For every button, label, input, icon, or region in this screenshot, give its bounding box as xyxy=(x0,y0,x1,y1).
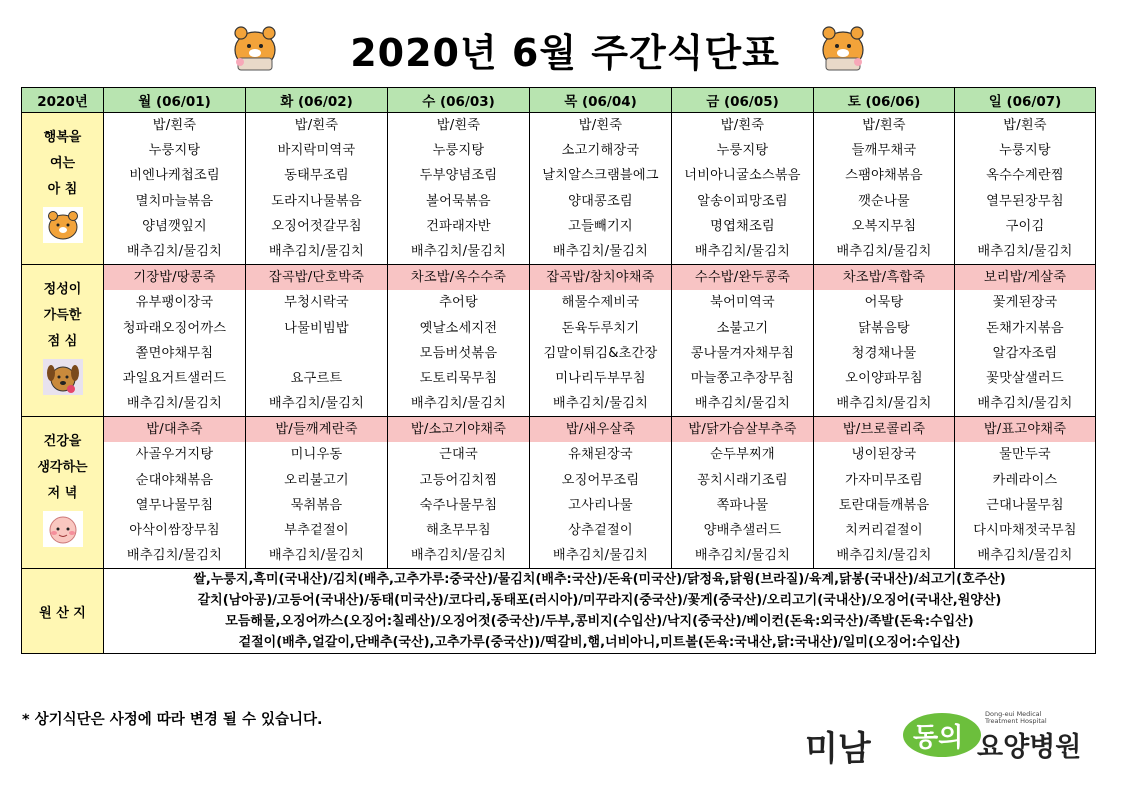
menu-item: 차조밥/옥수수죽 xyxy=(388,265,529,290)
menu-item: 밥/흰죽 xyxy=(578,118,623,133)
meal-label-line: 아 침 xyxy=(47,181,78,197)
menu-item: 비엔나케첩조림 xyxy=(129,168,220,184)
menu-item: 숙주나물무침 xyxy=(419,497,498,513)
dinner-day-cell xyxy=(955,417,1096,569)
menu-item: 옥수수계란찜 xyxy=(986,168,1064,184)
menu-item: 닭볶음탕 xyxy=(858,320,910,336)
breakfast-day-cell xyxy=(530,113,672,265)
change-notice: * 상기식단은 사정에 따라 변경 될 수 있습니다. xyxy=(22,712,323,728)
menu-item: 순두부찌개 xyxy=(710,447,775,463)
menu-item: 고사리나물 xyxy=(568,497,633,513)
menu-item: 냉이된장국 xyxy=(851,447,917,463)
menu-item: 구이김 xyxy=(1005,218,1045,234)
menu-item: 알송이피망조림 xyxy=(697,193,788,209)
day-header: 금 (06/05) xyxy=(672,88,814,113)
menu-item: 콩나물겨자채무침 xyxy=(690,345,795,361)
breakfast-day-cell xyxy=(814,113,955,265)
menu-item: 밥/닭가슴살부추죽 xyxy=(672,417,813,442)
day-header: 월 (06/01) xyxy=(104,88,246,113)
menu-item: 청경채나물 xyxy=(851,345,917,361)
lunch-day-cell xyxy=(246,265,388,417)
menu-item: 가자미무조림 xyxy=(845,472,923,488)
breakfast-section xyxy=(22,113,1096,265)
menu-item: 아삭이쌈장무침 xyxy=(129,523,220,538)
lunch-day-cell xyxy=(814,265,955,417)
menu-item: 묵취볶음 xyxy=(290,497,343,513)
bear-mascot-icon xyxy=(818,20,868,72)
breakfast-day-cell xyxy=(955,113,1096,265)
menu-item: 어묵탕 xyxy=(864,295,904,311)
menu-item: 양대콩조림 xyxy=(568,193,633,209)
dinner-day-cell xyxy=(672,417,814,569)
logo-text: 요양병원 xyxy=(977,732,1082,763)
menu-item: 나물비빔밥 xyxy=(284,320,349,336)
menu-item: 알감자조림 xyxy=(992,345,1058,361)
lunch-day-cell xyxy=(104,265,246,417)
menu-item: 누룽지탕 xyxy=(716,143,769,159)
menu-item: 밥/들깨계란죽 xyxy=(246,417,387,442)
menu-item: 쫄면야채무침 xyxy=(135,345,214,361)
menu-item: 배추김치/물김치 xyxy=(977,396,1073,412)
menu-item: 양배추샐러드 xyxy=(703,523,782,538)
dinner-day-cell xyxy=(388,417,530,569)
breakfast-day-cell xyxy=(104,113,246,265)
menu-item: 누룽지탕 xyxy=(432,143,485,159)
header-row xyxy=(22,88,1096,113)
menu-item: 오복지무침 xyxy=(851,218,917,234)
menu-item: 누룽지탕 xyxy=(148,143,201,159)
menu-item: 깻순나물 xyxy=(858,193,910,209)
menu-item: 잡곡밥/단호박죽 xyxy=(246,265,387,290)
meal-label-line: 저 녁 xyxy=(47,485,78,501)
meal-label-line: 정성이 xyxy=(43,281,82,297)
day-header: 수 (06/03) xyxy=(388,88,530,113)
day-header: 화 (06/02) xyxy=(246,88,388,113)
dinner-day-cell xyxy=(104,417,246,569)
menu-item: 밥/흰죽 xyxy=(436,118,481,133)
menu-item: 순대야채볶음 xyxy=(135,472,214,488)
menu-item: 꽁치시래기조림 xyxy=(697,472,788,488)
dinner-day-cell xyxy=(530,417,672,569)
menu-item: 꽃게된장국 xyxy=(992,295,1058,311)
menu-item: 돈육두루치기 xyxy=(561,320,640,336)
menu-item: 건파래자반 xyxy=(426,218,491,234)
menu-item: 배추김치/물김치 xyxy=(126,396,223,412)
menu-item: 배추김치/물김치 xyxy=(836,243,932,259)
menu-item: 배추김치/물김치 xyxy=(977,548,1073,564)
menu-item: 배추김치/물김치 xyxy=(694,548,791,564)
menu-item: 해물수제비국 xyxy=(561,295,640,311)
origin-line: 갈치(남아공)/고등어(국내산)/동태(미국산)/코다리,동태포(러시아)/미꾸라지(중국산)/꽃게(중국산)/오리고기(국내산)/오징어(국내산,원양산) xyxy=(197,593,1002,609)
menu-item: 너비아니굴소스볶음 xyxy=(684,168,801,184)
day-header: 일 (06/07) xyxy=(955,88,1096,113)
menu-item: 들깨무채국 xyxy=(851,143,917,159)
menu-item: 미니우동 xyxy=(290,447,343,463)
menu-item: 고등어김치찜 xyxy=(419,472,498,488)
menu-item: 밥/브로콜리죽 xyxy=(814,417,954,442)
peach-mascot-icon xyxy=(43,511,83,547)
menu-item: 근대국 xyxy=(439,447,478,463)
menu-item xyxy=(246,341,387,366)
menu-item: 돈채가지볶음 xyxy=(986,320,1064,336)
menu-item: 유부팽이장국 xyxy=(135,295,214,311)
page-title: 2020년 6월 주간식단표 xyxy=(350,31,780,75)
menu-item: 배추김치/물김치 xyxy=(410,243,507,259)
menu-item: 미나리두부무침 xyxy=(555,370,646,386)
menu-item: 배추김치/물김치 xyxy=(268,396,365,412)
menu-item: 배추김치/물김치 xyxy=(977,243,1073,259)
menu-item: 동태무조림 xyxy=(284,168,349,184)
menu-item: 과일요거트샐러드 xyxy=(122,370,227,386)
menu-item: 날치알스크램블에그 xyxy=(542,168,659,184)
logo-subtext xyxy=(985,711,1047,725)
menu-item: 밥/흰죽 xyxy=(862,118,906,133)
dinner-day-cell xyxy=(246,417,388,569)
menu-item: 오징어젓갈무침 xyxy=(271,218,362,234)
meal-label-line: 가득한 xyxy=(43,307,82,323)
menu-item: 고들빼기지 xyxy=(568,218,633,234)
bear-mascot-icon xyxy=(43,207,83,243)
origin-line: 모듬해물,오징어까스(오징어:칠레산)/오징어젓(중국산)/두부,콩비지(수입산)/낙지(중국산)/베이컨(돈육:외국산)/족발(돈육:수입산) xyxy=(225,614,974,630)
menu-item: 기장밥/땅콩죽 xyxy=(104,265,245,290)
menu-item: 배추김치/물김치 xyxy=(552,243,649,259)
menu-item: 밥/표고야채죽 xyxy=(955,417,1095,442)
origin-line: 겉절이(배추,얼갈이,단배추(국산),고추가루(중국산))/떡갈비,햄,너비아니,미트볼(돈육:국내산,닭:국내산)/일미(오징어:수입산) xyxy=(238,635,961,651)
breakfast-day-cell xyxy=(246,113,388,265)
meal-label-line: 행복을 xyxy=(43,129,82,145)
menu-item: 소고기해장국 xyxy=(561,143,640,159)
menu-item: 열무된장무침 xyxy=(986,193,1064,209)
menu-item: 밥/흰죽 xyxy=(720,118,765,133)
menu-item: 쪽파나물 xyxy=(716,497,769,513)
menu-item: 배추김치/물김치 xyxy=(126,243,223,259)
dinner-section xyxy=(22,417,1096,569)
logo-text: 미남 xyxy=(805,729,871,769)
menu-item: 밥/소고기야채죽 xyxy=(388,417,529,442)
menu-item: 배추김치/물김치 xyxy=(552,548,649,564)
breakfast-day-cell xyxy=(672,113,814,265)
day-header: 목 (06/04) xyxy=(530,88,672,113)
lunch-section xyxy=(22,265,1096,417)
origin-info xyxy=(104,569,1096,654)
lunch-day-cell xyxy=(530,265,672,417)
meal-label-line: 점 심 xyxy=(47,333,78,349)
menu-item: 소불고기 xyxy=(716,320,769,336)
menu-item: 배추김치/물김치 xyxy=(410,548,507,564)
weekly-menu-table xyxy=(21,87,1096,654)
origin-row xyxy=(22,569,1096,654)
menu-item: 마늘쫑고추장무침 xyxy=(690,370,795,386)
menu-item: 열무나물무침 xyxy=(135,497,214,513)
hospital-logo xyxy=(805,705,1095,767)
dog-mascot-icon xyxy=(43,359,83,395)
menu-item: 밥/흰죽 xyxy=(152,118,197,133)
lunch-day-cell xyxy=(388,265,530,417)
menu-item: 배추김치/물김치 xyxy=(694,396,791,412)
menu-item: 보리밥/게살죽 xyxy=(955,265,1095,290)
menu-item: 차조밥/흑합죽 xyxy=(814,265,954,290)
menu-item: 해초무무침 xyxy=(426,523,491,538)
meal-label-line: 여는 xyxy=(49,155,76,171)
year-header: 2020년 xyxy=(22,88,104,113)
logo-subtext-line: Dong-eui Medical xyxy=(985,710,1042,718)
menu-item: 잡곡밥/참치야채죽 xyxy=(530,265,671,290)
menu-item: 밥/흰죽 xyxy=(1003,118,1047,133)
origin-line: 쌀,누룽지,흑미(국내산)/김치(배추,고추가루:중국산)/물김치(배추:국산)/돈육(미국산)/닭정육,닭윙(브라질)/육계,닭봉(국내산)/쇠고기(호주산) xyxy=(193,572,1006,588)
menu-item: 바지락미역국 xyxy=(277,143,356,159)
menu-item: 김말이튀김&초간장 xyxy=(543,345,658,361)
menu-item: 스팸야채볶음 xyxy=(845,168,923,184)
menu-item: 명엽채조림 xyxy=(710,218,775,234)
menu-item: 배추김치/물김치 xyxy=(836,548,932,564)
menu-item: 물만두국 xyxy=(999,447,1051,463)
lunch-day-cell xyxy=(955,265,1096,417)
menu-item: 모듬버섯볶음 xyxy=(419,345,498,361)
menu-item: 근대나물무침 xyxy=(986,497,1064,513)
menu-item: 배추김치/물김치 xyxy=(410,396,507,412)
menu-item: 배추김치/물김치 xyxy=(552,396,649,412)
menu-item: 다시마채젓국무침 xyxy=(973,523,1077,538)
menu-item: 무청시락국 xyxy=(284,295,349,311)
logo-subtext-line: Treatment Hospital xyxy=(985,717,1047,725)
lunch-day-cell xyxy=(672,265,814,417)
menu-item: 부추겉절이 xyxy=(284,523,349,538)
menu-item: 도라지나물볶음 xyxy=(271,193,362,209)
menu-item: 배추김치/물김치 xyxy=(268,548,365,564)
menu-item: 사골우거지탕 xyxy=(135,447,214,463)
menu-item: 배추김치/물김치 xyxy=(126,548,223,564)
menu-item: 요구르트 xyxy=(290,370,343,386)
menu-item: 오리불고기 xyxy=(284,472,349,488)
meal-label-line: 건강을 xyxy=(43,433,82,449)
menu-item: 양념깻잎지 xyxy=(142,218,207,234)
menu-item: 배추김치/물김치 xyxy=(694,243,791,259)
menu-item: 멸치마늘볶음 xyxy=(135,193,214,209)
logo-emblem xyxy=(903,713,981,757)
origin-label: 원 산 지 xyxy=(22,569,104,654)
lunch-label xyxy=(22,265,104,417)
day-header: 토 (06/06) xyxy=(814,88,955,113)
menu-item: 토란대들깨볶음 xyxy=(838,497,930,513)
menu-item: 수수밥/완두콩죽 xyxy=(672,265,813,290)
menu-item: 오징어무조림 xyxy=(561,472,640,488)
dinner-day-cell xyxy=(814,417,955,569)
menu-item: 밥/흰죽 xyxy=(294,118,339,133)
logo-text: 동의 xyxy=(913,723,964,753)
menu-item: 유채된장국 xyxy=(568,447,633,463)
dinner-label xyxy=(22,417,104,569)
menu-item: 옛날소세지전 xyxy=(419,320,498,336)
menu-item: 치커리겉절이 xyxy=(845,523,923,538)
menu-item: 밥/새우살죽 xyxy=(530,417,671,442)
menu-item: 꽃맛살샐러드 xyxy=(986,370,1064,386)
menu-item: 배추김치/물김치 xyxy=(268,243,365,259)
menu-item: 카레라이스 xyxy=(992,472,1058,488)
menu-item: 도토리묵무침 xyxy=(419,370,498,386)
menu-item: 밥/대추죽 xyxy=(104,417,245,442)
menu-item: 북어미역국 xyxy=(710,295,775,311)
menu-item: 배추김치/물김치 xyxy=(836,396,932,412)
menu-item: 오이양파무침 xyxy=(845,370,923,386)
menu-item: 청파래오징어까스 xyxy=(122,320,227,336)
breakfast-day-cell xyxy=(388,113,530,265)
menu-item: 상추겉절이 xyxy=(568,523,633,538)
menu-item: 볼어묵볶음 xyxy=(426,193,491,209)
breakfast-label xyxy=(22,113,104,265)
menu-item: 추어탕 xyxy=(439,295,478,311)
menu-item: 두부양념조림 xyxy=(419,168,498,184)
bear-mascot-icon xyxy=(230,20,280,72)
title-area xyxy=(0,16,1121,76)
meal-label-line: 생각하는 xyxy=(37,459,88,475)
menu-item: 누룽지탕 xyxy=(999,143,1051,159)
